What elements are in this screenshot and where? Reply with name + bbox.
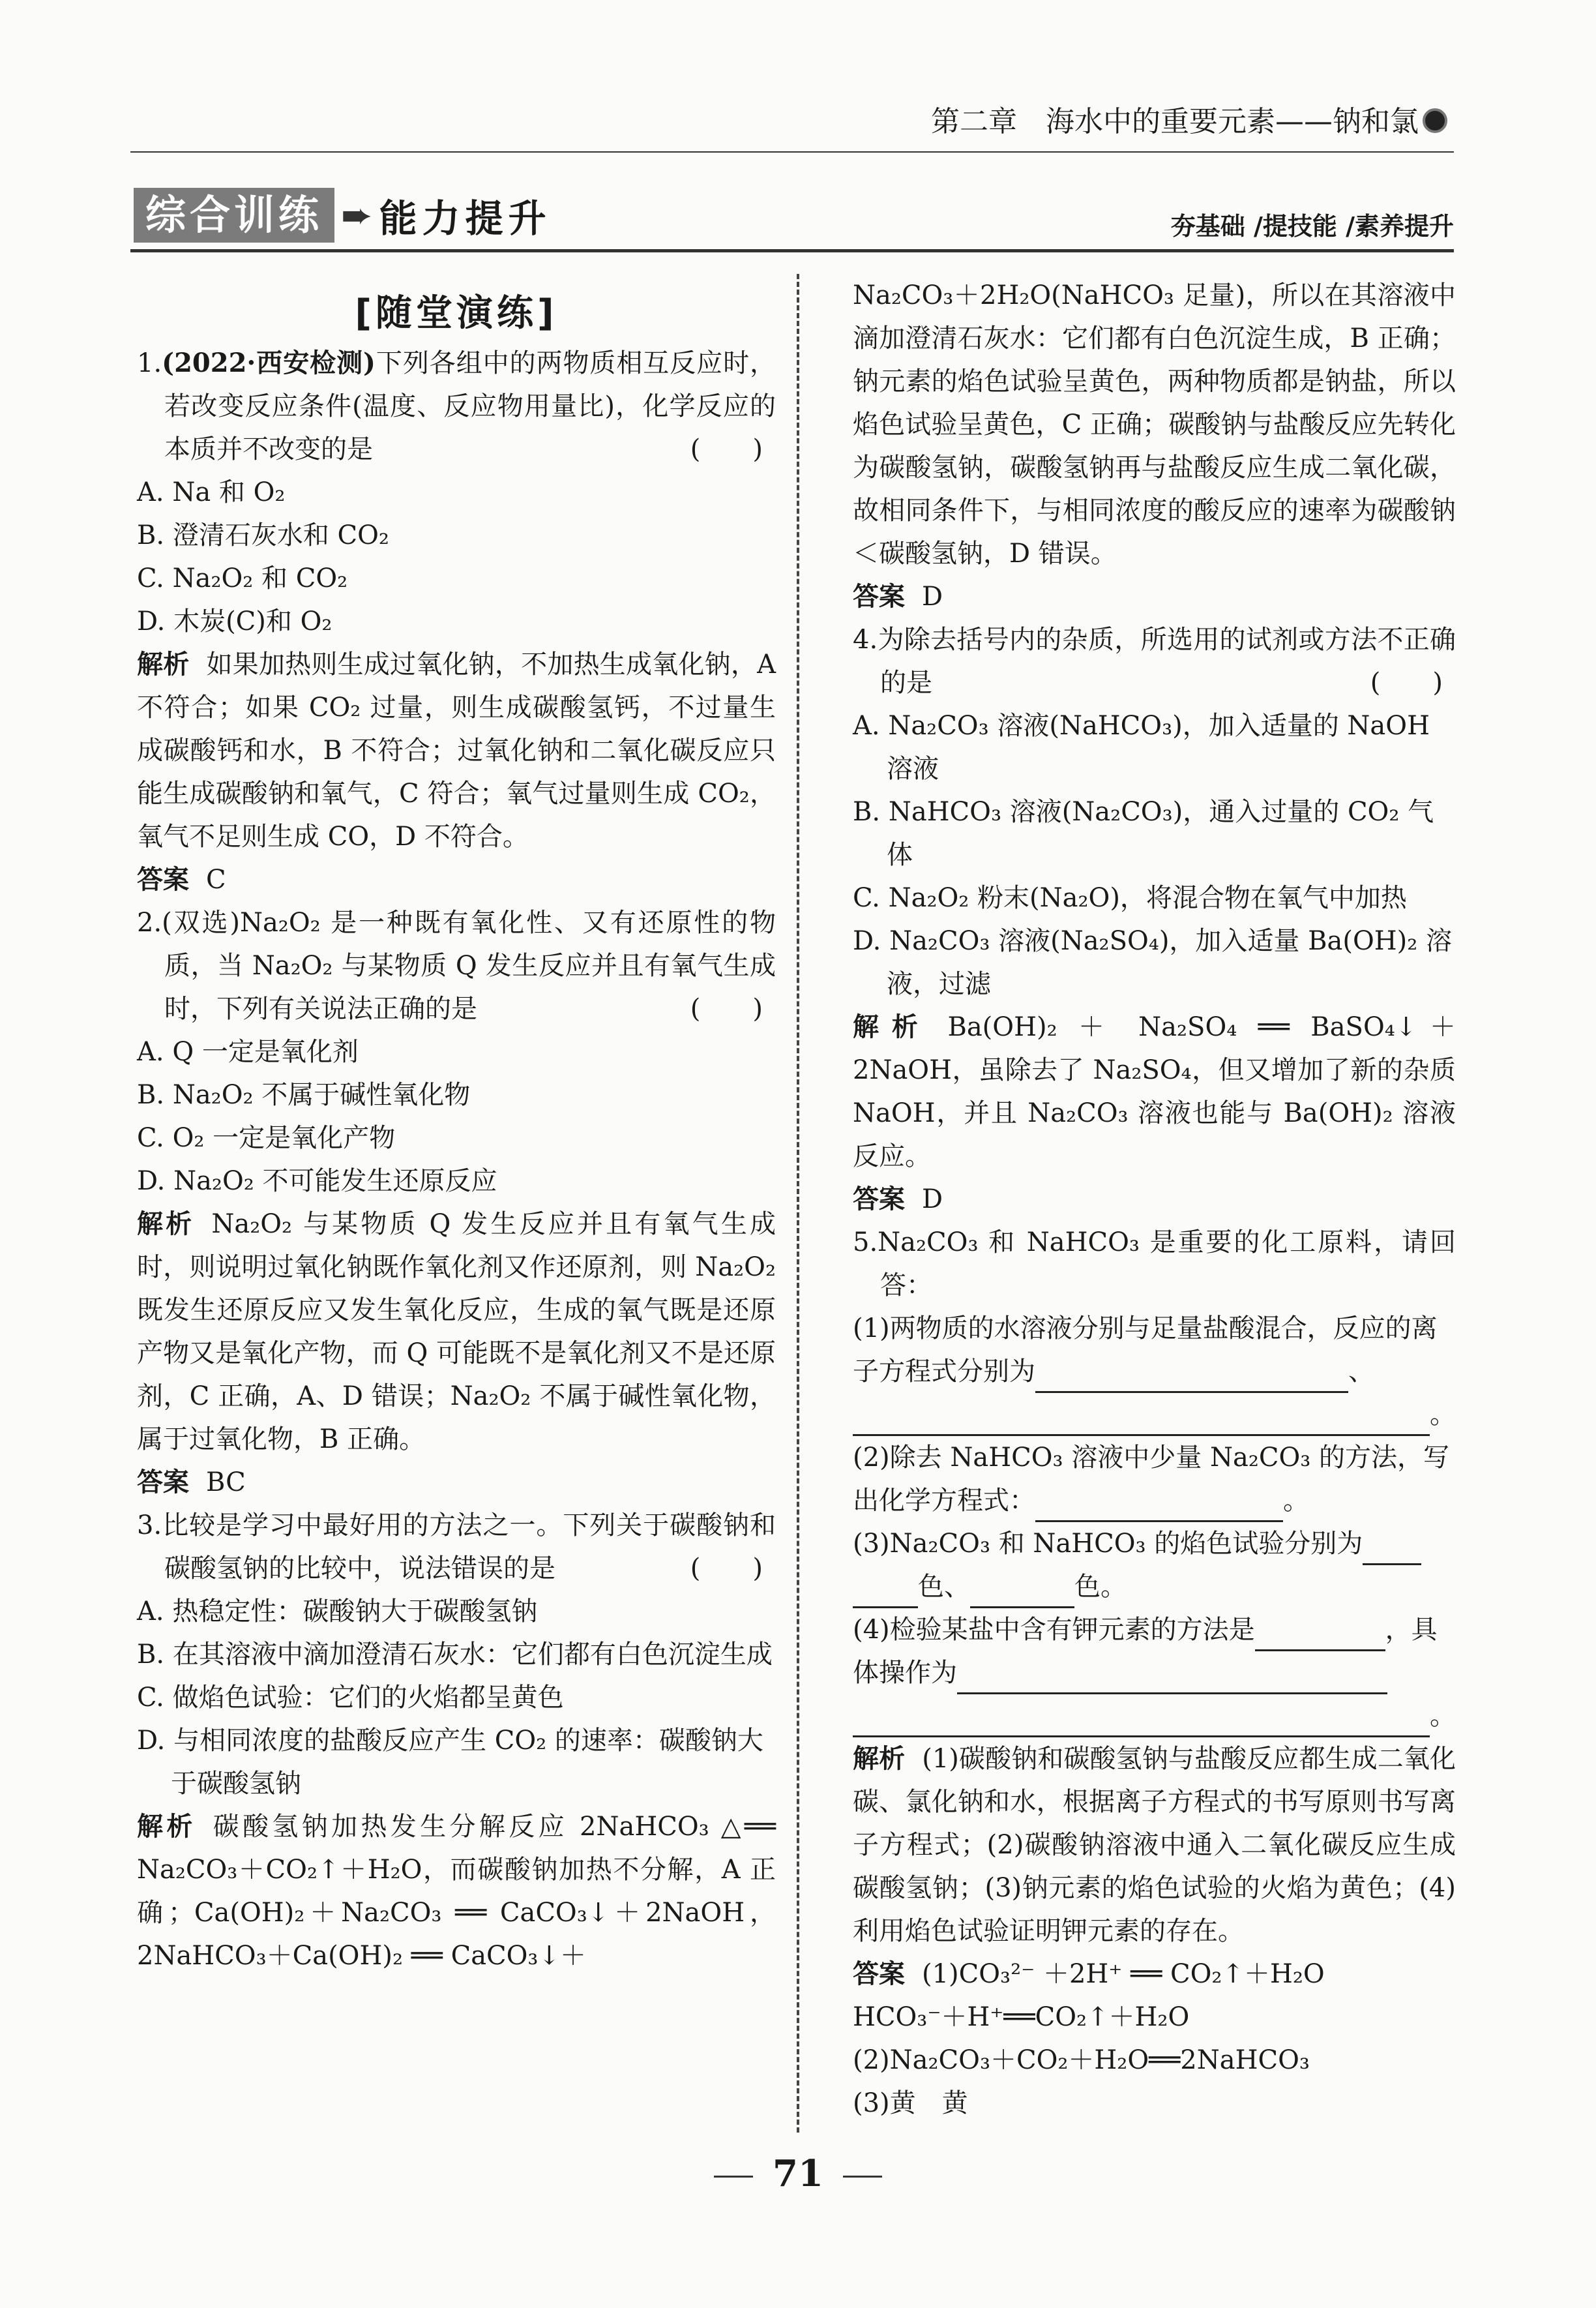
answer	[137, 1461, 776, 1504]
analysis-label: 解析	[853, 1012, 931, 1042]
answer-text: D	[922, 582, 943, 612]
banner-rule	[130, 249, 1454, 252]
analysis-label: 解析	[137, 1812, 196, 1842]
header-rule	[130, 151, 1454, 153]
left-column	[137, 287, 776, 1977]
question-number: 4.	[853, 625, 878, 655]
option-a: A. Q 一定是氧化剂	[137, 1037, 359, 1067]
fill-blank[interactable]	[1035, 1360, 1348, 1393]
section-banner	[134, 188, 552, 243]
question-3	[137, 1504, 776, 1590]
analysis-text: Na₂O₂ 与某物质 Q 发生反应并且有氧气生成时，则说明过氧化钠既作氧化剂又作还原剂，则 Na₂O₂ 既发生还原反应又发生氧化反应，生成的氧气既是还原产物又是氧化产物，而 Q 可能既不是氧化剂又不是还原剂，C 正确，A、D 错误；Na₂O₂ 不属于碱性氧化物，属于过氧化物，B 正确。	[137, 1209, 776, 1454]
option-a: A. Na 和 O₂	[137, 477, 286, 507]
option-b: B. NaHCO₃ 溶液(Na₂CO₃)，通入过量的 CO₂ 气体	[853, 797, 1434, 870]
option-c: C. Na₂O₂ 粉末(Na₂O)，将混合物在氧气中加热	[853, 883, 1407, 913]
answer-label: 答案	[853, 582, 905, 612]
answer-paren: ( )	[690, 1553, 763, 1583]
footer-dash	[714, 2176, 753, 2178]
analysis	[853, 1737, 1456, 1953]
fill-blank[interactable]	[853, 1704, 1430, 1737]
right-column	[853, 274, 1456, 2125]
banner-tagline: 夯基础 /提技能 /素养提升	[1170, 211, 1454, 241]
analysis-label: 解析	[137, 650, 190, 680]
analysis	[137, 1203, 776, 1461]
page-header	[913, 98, 1447, 150]
option-c: C. Na₂O₂ 和 CO₂	[137, 563, 348, 593]
answer-line: HCO₃⁻＋H⁺══CO₂↑＋H₂O	[853, 2002, 1190, 2032]
section-title: [随堂演练]	[355, 292, 558, 335]
analysis-text: 碳酸氢钠加热发生分解反应 2NaHCO₃ △══ Na₂CO₃＋CO₂↑＋H₂O，而碳酸钠加热不分解，A 正确；Ca(OH)₂＋Na₂CO₃ ══ CaCO₃↓＋2NaOH，2NaHCO₃＋Ca(OH)₂ ══ CaCO₃↓＋	[137, 1812, 776, 1971]
sub-question-2: (2)除去 NaHCO₃ 溶液中少量 Na₂CO₃ 的方法，写出化学方程式： 。	[853, 1436, 1456, 1522]
answer-paren: ( )	[690, 434, 763, 464]
option-d: D. Na₂O₂ 不可能发生还原反应	[137, 1166, 497, 1196]
question-stem: 为除去括号内的杂质，所选用的试剂或方法不正确的是	[878, 625, 1456, 698]
banner-sub: 能力提升	[379, 196, 552, 241]
answer-label: 答案	[853, 1959, 905, 1989]
arrow-right-icon: ➨	[341, 193, 373, 237]
question-stem: 下列各组中的两物质相互反应时，若改变反应条件(温度、反应物用量比)，化学反应的本质并不改变的是	[164, 348, 776, 464]
answer-text: D	[922, 1184, 943, 1214]
chapter-title: 第二章 海水中的重要元素——钠和氯	[931, 105, 1419, 138]
option-b: B. 在其溶液中滴加澄清石灰水：它们都有白色沉淀生成	[137, 1640, 773, 1670]
option-a: A. Na₂CO₃ 溶液(NaHCO₃)，加入适量的 NaOH 溶液	[853, 711, 1430, 784]
analysis-label: 解析	[853, 1744, 906, 1774]
analysis	[137, 1805, 776, 1977]
banner-main: 综合训练	[134, 188, 334, 243]
question-number: 5.	[853, 1227, 878, 1257]
analysis-text: 如果加热则生成过氧化钠，不加热生成氧化钠，A 不符合；如果 CO₂ 过量，则生成碳酸氢钙，不过量生成碳酸钙和水，B 不符合；过氧化钠和二氧化碳反应只能生成碳酸钠和氧气，C 符合；氧气过量则生成 CO₂，氧气不足则生成 CO，D 不符合。	[137, 650, 776, 852]
sub-question-4: (4)检验某盐中含有钾元素的方法是 ，具体操作为	[853, 1608, 1456, 1694]
fill-blank[interactable]	[1255, 1618, 1385, 1651]
question-stem: (双选)Na₂O₂ 是一种既有氧化性、又有还原性的物质，当 Na₂O₂ 与某物质 Q 发生反应并且有氧气生成时，下列有关说法正确的是	[162, 908, 776, 1024]
fill-blank[interactable]	[1363, 1532, 1421, 1565]
answer-line: (3)黄 黄	[853, 2088, 968, 2118]
option-d: D. 与相同浓度的盐酸反应产生 CO₂ 的速率：碳酸钠大于碳酸氢钠	[137, 1726, 763, 1799]
answer-line: (1)CO₃²⁻ ＋2H⁺ ══ CO₂↑＋H₂O	[922, 1959, 1325, 1989]
page-footer	[0, 2152, 1596, 2195]
analysis-text: (1)碳酸钠和碳酸氢钠与盐酸反应都生成二氧化碳、氯化钠和水，根据离子方程式的书写原则书写离子方程式；(2)碳酸钠溶液中通入二氧化碳反应生成碳酸氢钠；(3)钠元素的焰色试验的火焰为黄色；(4)利用焰色试验证明钾元素的存在。	[853, 1744, 1456, 1946]
analysis-continued: Na₂CO₃＋2H₂O(NaHCO₃ 足量)，所以在其溶液中滴加澄清石灰水：它们都有白色沉淀生成，B 正确；钠元素的焰色试验呈黄色，两种物质都是钠盐，所以焰色试验呈黄色，C 正确；碳酸钠与盐酸反应先转化为碳酸氢钠，碳酸氢钠再与盐酸反应生成二氧化碳，故相同条件下，与相同浓度的酸反应的速率为碳酸钠＜碳酸氢钠，D 错误。	[853, 280, 1456, 569]
option-d: D. Na₂CO₃ 溶液(Na₂SO₄)，加入适量 Ba(OH)₂ 溶液，过滤	[853, 926, 1453, 999]
question-source: (2022·西安检测)	[162, 348, 376, 378]
answer	[137, 858, 776, 901]
option-d: D. 木炭(C)和 O₂	[137, 607, 332, 637]
sub-question-3: (3)Na₂CO₃ 和 NaHCO₃ 的焰色试验分别为 色、 色。	[853, 1522, 1456, 1608]
question-4	[853, 618, 1456, 704]
question-2	[137, 901, 776, 1030]
sub-question-4-line2: 。	[853, 1694, 1456, 1737]
option-c: C. 做焰色试验：它们的火焰都呈黄色	[137, 1683, 564, 1713]
answer-paren: ( )	[690, 994, 763, 1024]
option-a: A. 热稳定性：碳酸钠大于碳酸氢钠	[137, 1596, 538, 1626]
page-number: 71	[773, 2152, 823, 2195]
column-divider	[797, 274, 799, 2133]
analysis-text: Ba(OH)₂ ＋ Na₂SO₄ ══ BaSO₄↓＋2NaOH，虽除去了 Na₂SO₄，但又增加了新的杂质 NaOH，并且 Na₂CO₃ 溶液也能与 Ba(OH)₂ 溶液反应。	[853, 1012, 1456, 1171]
question-stem: Na₂CO₃ 和 NaHCO₃ 是重要的化工原料，请回答：	[878, 1227, 1456, 1300]
option-b: B. Na₂O₂ 不属于碱性氧化物	[137, 1080, 471, 1110]
sub-question-1-line2: 。	[853, 1393, 1456, 1436]
question-number: 1.	[137, 348, 162, 378]
answer	[853, 1953, 1456, 1996]
sub-question-1: (1)两物质的水溶液分别与足量盐酸混合，反应的离子方程式分别为 、	[853, 1307, 1456, 1393]
answer-label: 答案	[853, 1184, 905, 1214]
analysis	[137, 643, 776, 858]
answer-text: C	[206, 865, 226, 895]
question-1	[137, 342, 776, 471]
fill-blank[interactable]	[1035, 1489, 1283, 1522]
footer-dash	[843, 2176, 882, 2178]
question-number: 3.	[137, 1510, 162, 1540]
question-stem: 比较是学习中最好用的方法之一。下列关于碳酸钠和碳酸氢钠的比较中，说法错误的是	[162, 1510, 776, 1583]
answer-label: 答案	[137, 865, 189, 895]
answer-paren: ( )	[1370, 668, 1443, 698]
option-c: C. O₂ 一定是氧化产物	[137, 1123, 396, 1153]
fill-blank[interactable]	[853, 1575, 918, 1608]
fill-blank[interactable]	[970, 1575, 1074, 1608]
option-b: B. 澄清石灰水和 CO₂	[137, 520, 389, 550]
answer-line: (2)Na₂CO₃＋CO₂＋H₂O══2NaHCO₃	[853, 2045, 1310, 2075]
answer-text: BC	[206, 1467, 246, 1497]
question-5	[853, 1221, 1456, 1307]
analysis	[853, 1006, 1456, 1178]
fill-blank[interactable]	[957, 1661, 1387, 1694]
answer	[853, 575, 1456, 618]
bullet-icon	[1423, 108, 1447, 133]
analysis-label: 解析	[137, 1209, 195, 1239]
answer	[853, 1178, 1456, 1221]
fill-blank[interactable]	[853, 1403, 1430, 1436]
question-number: 2.	[137, 908, 162, 938]
answer-label: 答案	[137, 1467, 189, 1497]
